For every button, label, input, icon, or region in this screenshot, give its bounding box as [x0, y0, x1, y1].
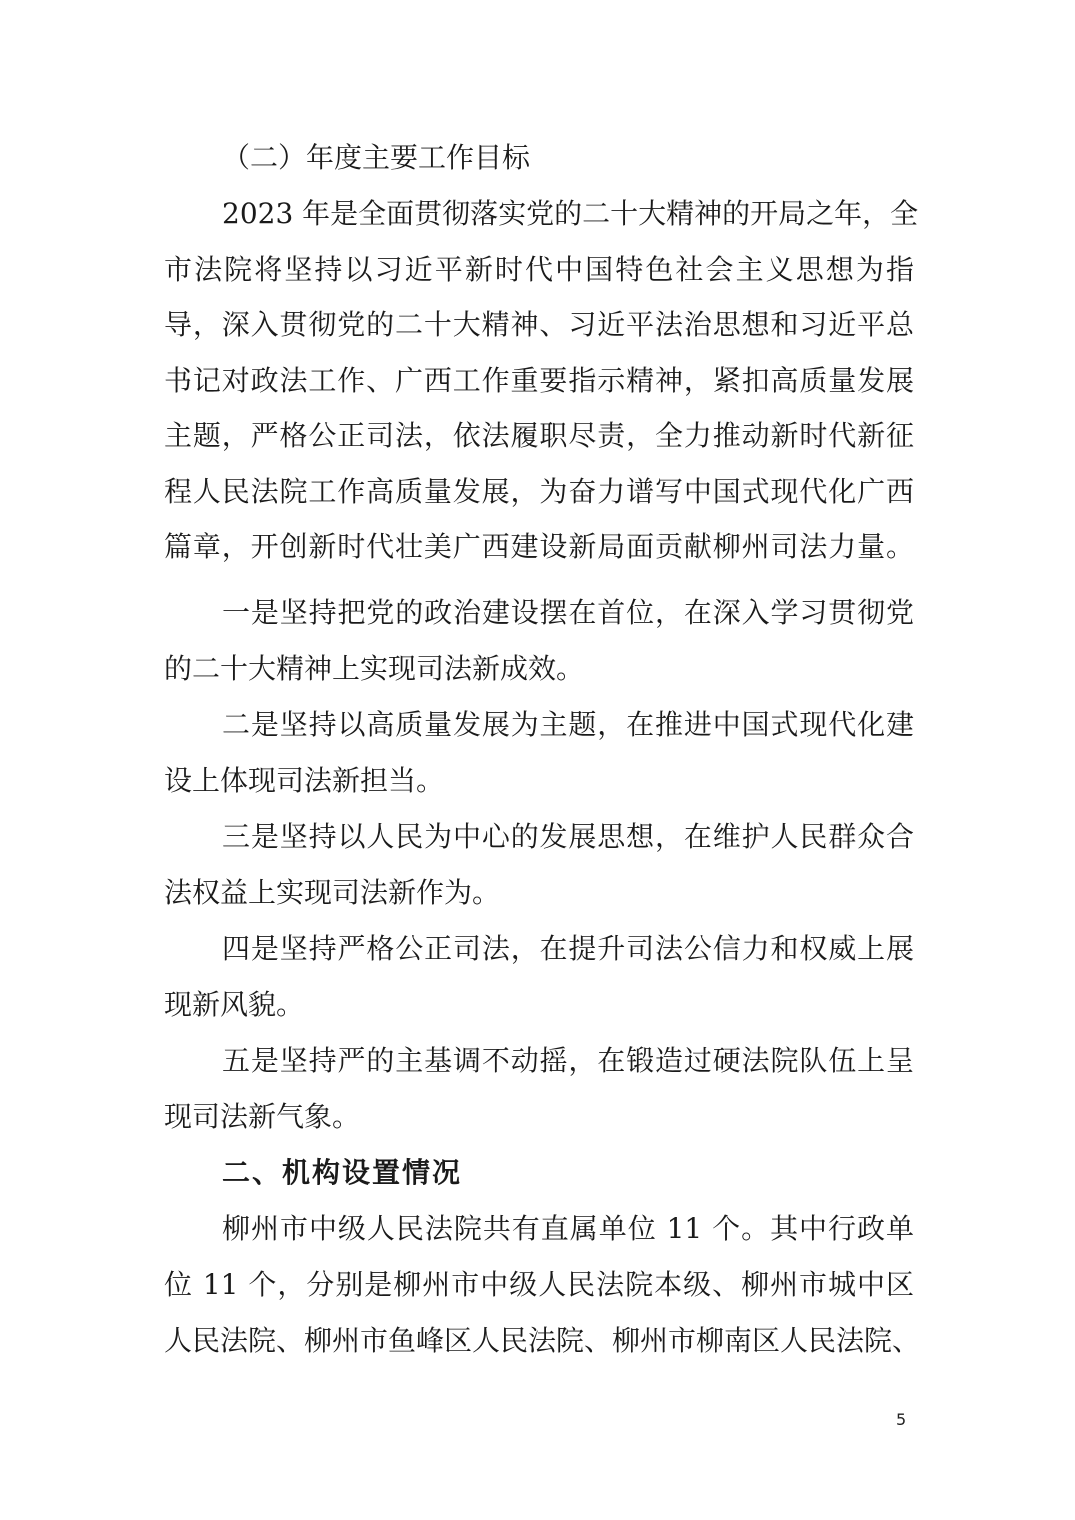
- paragraph-line: 四是坚持严格公正司法，在提升司法公信力和权威上展: [222, 932, 914, 965]
- paragraph-line: 三是坚持以人民为中心的发展思想，在维护人民群众合: [222, 820, 914, 853]
- paragraph-line: 法权益上实现司法新作为。: [164, 876, 501, 909]
- paragraph-line: 的二十大精神上实现司法新成效。: [164, 652, 585, 685]
- paragraph-line: 设上体现司法新担当。: [164, 764, 445, 797]
- paragraph-line: 导，深入贯彻党的二十大精神、习近平法治思想和习近平总: [164, 308, 914, 341]
- paragraph-line: 人民法院、柳州市鱼峰区人民法院、柳州市柳南区人民法院、: [164, 1324, 921, 1357]
- paragraph-line: 五是坚持严的主基调不动摇，在锻造过硬法院队伍上呈: [222, 1044, 914, 1077]
- paragraph-line: 篇章，开创新时代壮美广西建设新局面贡献柳州司法力量。: [164, 530, 914, 563]
- paragraph-line: 主题，严格公正司法，依法履职尽责，全力推动新时代新征: [164, 419, 914, 452]
- paragraph-line: 二是坚持以高质量发展为主题，在推进中国式现代化建: [222, 708, 914, 741]
- subsection-heading: （二）年度主要工作目标: [222, 141, 531, 174]
- section-heading: 二、机构设置情况: [222, 1156, 463, 1189]
- paragraph-line: 位 11 个，分别是柳州市中级人民法院本级、柳州市城中区: [164, 1268, 914, 1301]
- paragraph-line: 市法院将坚持以习近平新时代中国特色社会主义思想为指: [164, 253, 914, 286]
- paragraph-line: 程人民法院工作高质量发展，为奋力谱写中国式现代化广西: [164, 475, 914, 508]
- paragraph-line: 2023 年是全面贯彻落实党的二十大精神的开局之年，全: [222, 197, 919, 230]
- page-number: 5: [896, 1410, 907, 1429]
- paragraph-line: 书记对政法工作、广西工作重要指示精神，紧扣高质量发展: [164, 364, 914, 397]
- paragraph-line: 柳州市中级人民法院共有直属单位 11 个。其中行政单: [222, 1212, 914, 1245]
- paragraph-line: 现新风貌。: [164, 988, 305, 1021]
- paragraph-line: 现司法新气象。: [164, 1100, 361, 1133]
- paragraph-line: 一是坚持把党的政治建设摆在首位，在深入学习贯彻党: [222, 596, 914, 629]
